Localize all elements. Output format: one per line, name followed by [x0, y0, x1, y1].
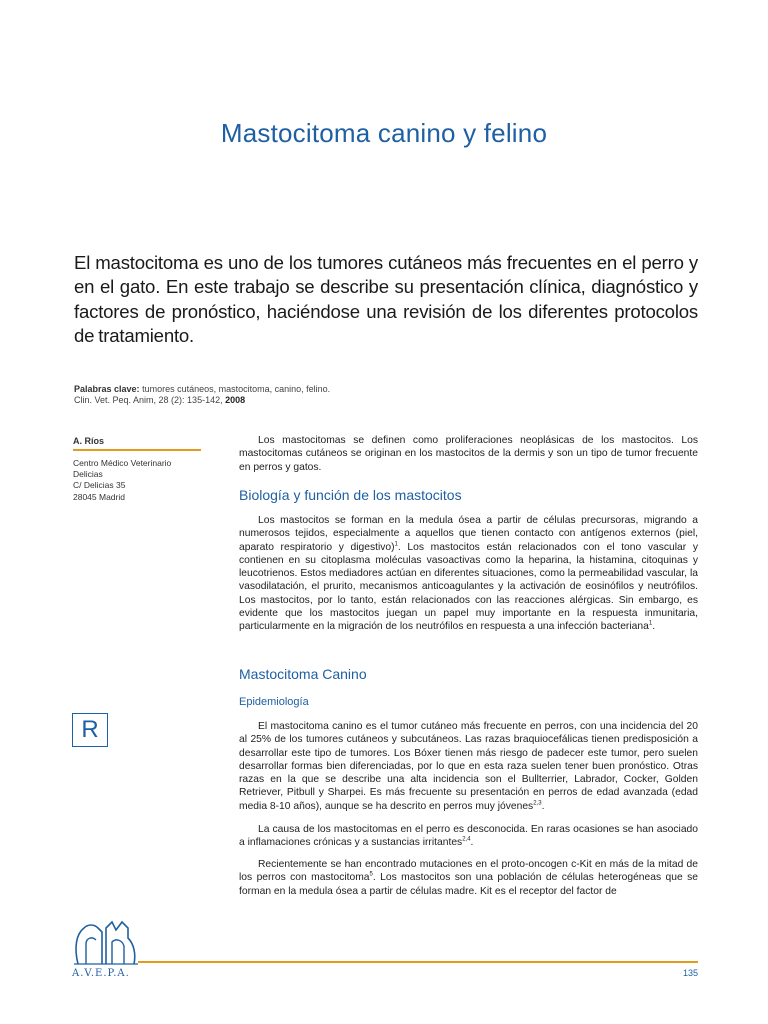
- affiliation-line: C/ Delicias 35: [73, 480, 126, 491]
- text-run: El mastocitoma canino es el tumor cutáneo más frecuente en perros, con una incidencia del 20 al 25% de los tumores cutáneos y subcutáneos. Las razas braquiocefálicas tienen predisposición a desarrollar este tipo de tumores. Los Bóxer tienen más riesgo de padecer este tumor, pero suelen desarrollar formas bien diferenciadas, por lo que en esta raza suelen tener buen pronóstico. Otras razas en la que se describe una alta incidencia son el Bullterrier, Labrador, Cocker, Golden Retriever, Pitbull y Sharpei. Es más frecuente su presentación en perros de edad avanzada (edad media 8-10 años), aunque se ha descrito en perros muy jóvenes: [239, 721, 698, 812]
- keywords-terms: tumores cutáneos, mastocitoma, canino, felino.: [142, 384, 331, 394]
- citation: Clin. Vet. Peq. Anim, 28 (2): 135-142,: [74, 395, 223, 405]
- abstract: El mastocitoma es uno de los tumores cutáneos más frecuentes en el perro y en el gato. En este trabajo se describe su presentación clínica, diagnóstico y factores de pronóstico, haciéndose una revisión de los diferentes protocolos de tratamiento.: [74, 252, 698, 346]
- epidemiologia-paragraph-2: [239, 823, 698, 850]
- text-run: .: [541, 800, 545, 812]
- text-run: . Los mastocitos son una población de células heterogéneas que se forman en la medula ósea a partir de células madre. Kit es el receptor del factor de: [239, 872, 698, 897]
- author-name: A. Ríos: [73, 436, 105, 446]
- page-number: 135: [682, 968, 698, 978]
- biologia-paragraph: [239, 514, 698, 634]
- reference-sup: 1: [648, 620, 653, 627]
- author-affiliation: [73, 458, 171, 503]
- text-run: Los mastocitos se forman en la medula ósea a partir de células precursoras, migrando a numerosos tejidos, especialmente a aquellos que tienen contacto con antígenos externos (piel, aparato respiratorio y digestivo): [239, 515, 698, 553]
- text-run: .: [470, 837, 474, 849]
- epidemiologia-paragraph-3: [239, 858, 698, 898]
- affiliation-line: 28045 Madrid: [73, 491, 125, 502]
- text-run: Recientemente se han encontrado mutaciones en el proto-oncogen c-Kit en más de la mitad de los perros con mastocitoma: [239, 859, 698, 884]
- avepa-logo-text: A.V.E.P.A.: [72, 968, 130, 979]
- keywords-label: Palabras clave:: [74, 384, 140, 394]
- subsection-heading-epidemiologia: Epidemiología: [239, 696, 309, 708]
- article-title: Mastocitoma canino y felino: [220, 118, 548, 148]
- reference-sup: 5: [369, 871, 373, 878]
- text-run: . Los mastocitos están relacionados con el tono vascular y contienen en su citoplasma moléculas vasoactivas como la heparina, la histamina, citoquinas y leucotrienos. Estos mediadores actúan en diferentes situaciones, como la permeabilidad vascular, la vasodilatación, el prurito, mecanismos anticoagulantes y la activación de eosinófilos y neutrófilos. Los mastocitos, por lo tanto, están relacionados con las reacciones alérgicas. Sin embargo, es evidente que los mastocitos juegan un papel muy importante en la respuesta inmunitaria, particularmente en la migración de los neutrófilos en respuesta a una infección bacteriana: [239, 541, 698, 633]
- citation-year: 2008: [225, 395, 246, 405]
- intro-paragraph: Los mastocitomas se definen como proliferaciones neoplásicas de los mastocitos. Los mastocitomas cutáneos se originan en los mastocitos de la dermis y son un tipo de tumor frecuente en perros y gatos.: [239, 435, 698, 473]
- reference-sup: 2,4: [462, 836, 471, 843]
- affiliation-line: Delicias: [73, 469, 103, 480]
- section-heading-biologia: Biología y función de los mastocitos: [239, 487, 462, 503]
- keywords-block: [74, 384, 330, 406]
- text-run: La causa de los mastocitomas en el perro es desconocida. En raras ocasiones se han asociado a inflamaciones crónicas y a sustancias irritantes: [239, 824, 698, 849]
- author-divider: [73, 449, 201, 451]
- reference-sup: 2,3: [533, 800, 542, 807]
- affiliation-line: Centro Médico Veterinario: [73, 458, 172, 468]
- avepa-logo-icon: [72, 918, 140, 966]
- text-run: .: [652, 621, 656, 633]
- epidemiologia-paragraph-1: [239, 720, 698, 813]
- review-badge: R: [72, 713, 108, 747]
- footer-divider: [138, 961, 698, 963]
- section-heading-mastocitoma-canino: Mastocitoma Canino: [239, 666, 367, 682]
- reference-sup: 1: [394, 541, 398, 548]
